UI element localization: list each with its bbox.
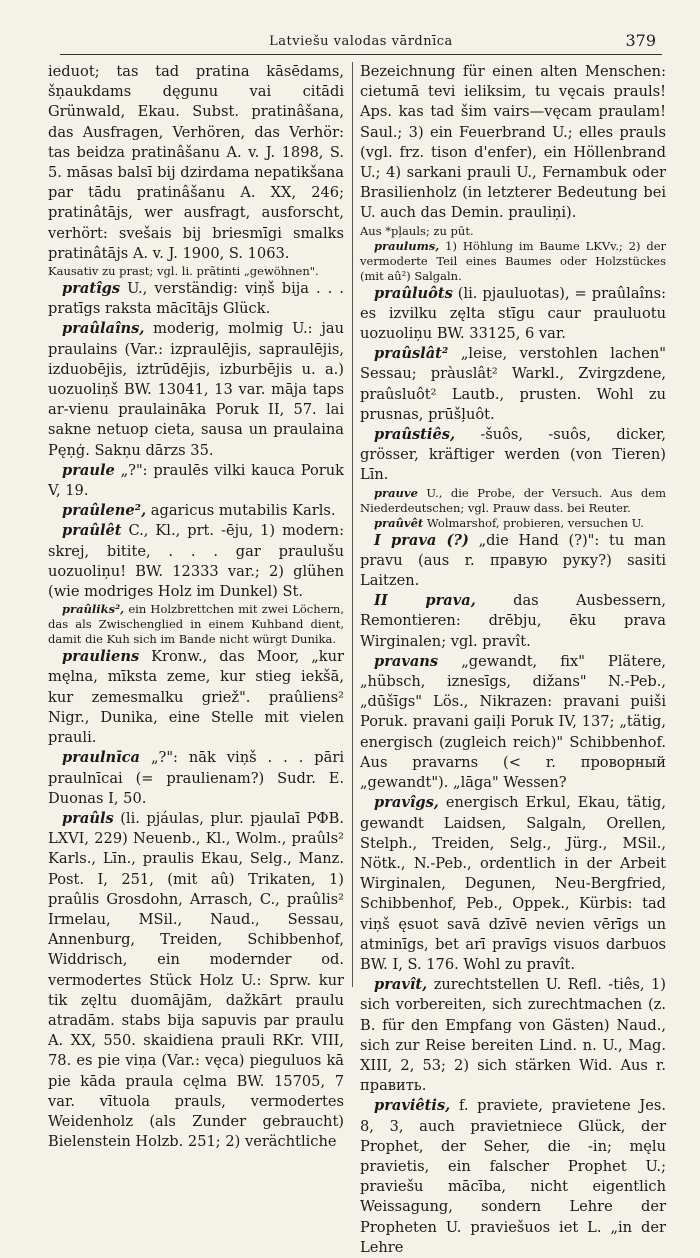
entry-body: „?": nāk viņš . . . pāri praulnīcai (= praulienam?) Sudr. E. Duonas I, 50.: [48, 749, 344, 807]
entry-body: f. praviete, pravietene Jes. 8, 3, auch pravietniece Glück, der Prophet, der Seher, die -in; męlu pravietis, ein falscher Prophet U.; praviešu mācība, nicht eigentlich Weissagung, sondern Lehre der Propheten U. praviešuos iet L. „in der Lehre: [360, 1097, 666, 1256]
entry-body: „gewandt, fix" Plätere, „hübsch, iznesīgs, dižans" N.-Peb., „dūšīgs" Lös., Nikrazen: pravani puiši Poruk. pravani gaiļi Poruk IV, 137; „tätig, energisch (zugleich reich)" Schibbenhof. Aus pravarns (< r. проворный „gewandt"). „lāga" Wessen?: [360, 652, 666, 792]
entry-body: „die Hand (?)": tu man pravu (aus r. правую руку?) sasiti Laitzen.: [360, 531, 666, 590]
entry-body: agaricus mutabilis Karls.: [146, 502, 336, 520]
headword: prauve: [374, 485, 418, 500]
headword: pravîgs,: [374, 794, 439, 812]
headword: praule: [62, 461, 115, 479]
headword: praulums,: [374, 238, 440, 253]
dictionary-entry: [48, 279, 344, 319]
page-header: [60, 30, 662, 55]
dictionary-entry: [360, 975, 666, 1096]
dictionary-entry: [360, 591, 666, 652]
entry-body: Kronw., das Moor, „kur męlna, mīksta zeme, kur stieg iekšā, kur zemesmalku griež". praûliens² Nigr., Dunika, eine Stelle mit vielen prauli.: [48, 648, 344, 747]
dictionary-entry: [48, 809, 344, 1152]
headword: pratîgs: [62, 280, 121, 298]
entry-body: „?": praulēs vilki kauca Poruk V, 19.: [48, 461, 344, 500]
dictionary-entry: [360, 1096, 666, 1258]
headword: praûlene²,: [62, 502, 147, 520]
etymology-note: Aus *pļauls; zu pūt.: [360, 223, 474, 238]
page-number: 379: [625, 31, 656, 50]
headword: pravît,: [374, 976, 428, 994]
headword: praulnīca: [62, 749, 140, 767]
headword: II prava,: [374, 592, 476, 610]
entry-body: energisch Erkul, Ekau, tätig, gewandt Laidsen, Salgaln, Orellen, Stelph., Treiden, Selg., Jürg., MSil., Nötk., N.-Peb., ordentlich in der Arbeit Wirginalen, Degunen, Neu-Bergfried, Schibbenhof, Peb., Oppek., Kürbis: tad viņš ęsuot savā dzīvē nevien vērīgs un atminīgs, bet arī pravīgs visuos darbuos BW. I, S. 176. Wohl zu pravît.: [360, 794, 666, 973]
entry-body: U., die Probe, der Versuch. Aus dem Niederdeutschen; vgl. Prauw dass. bei Reuter.: [360, 485, 666, 515]
entry-body: C., Kl., prt. -ēju, 1) modern: skrej, bitite, . . . gar praulušu uozuoliņu! BW. 12333 var.; 2) glühen (wie modriges Holz im Dunkel) St.: [48, 522, 344, 601]
headword: praûlaîns,: [62, 320, 145, 338]
headword: praûvêt: [374, 515, 424, 530]
entry-body: (li. pjauluotas), = praûlaîns: es izvilku zęlta stīgu caur prauluotu uozuoliņu BW. 33125, 6 var.: [360, 284, 666, 343]
dictionary-entry: [360, 486, 666, 516]
headword: praûliks²,: [62, 602, 125, 617]
right-column: [360, 62, 666, 1258]
etymology-note: Kausativ zu prast; vgl. li. prãtinti „gewöhnen".: [48, 264, 319, 279]
entry-continuation: ieduot; tas tad pratina kāsēdams, šņaukdams dęgunu vai citādi Grünwald, Ekau. Subst. pratinâšana, das Ausfragen, Verhören, das Verhör: tas beidza pratinâšanu A. v. J. 1898, S. 5. māsas balsī bij dzirdama nepatikšana par tādu pratinâšanu A. XX, 246; pratinâtājs, wer ausfragt, ausforscht, verhört: svešais bij briesmīgi smalks pratinâtājs A. v. J. 1900, S. 1063.: [48, 63, 344, 262]
entry-continuation: Bezeichnung für einen alten Menschen: cietumā tevi ieliksim, tu vęcais prauls! Aps. kas tad šim vairs—vęcam praulam! Saul.; 3) ein Feuerbrand U.; elles prauls (vgl. frz. tison d'enfer), ein Höllenbrand U.; 4) sarkani prauli U., Fernambuk oder Brasilienholz (in letzterer Bedeutung bei U. auch das Demin. prauliņi).: [360, 63, 666, 222]
headword: praûls: [62, 809, 114, 827]
running-title: Latviešu valodas vārdnīca: [269, 34, 453, 49]
entry-body: -šuôs, -suôs, dicker, grösser, kräftiger werden (von Tieren) Līn.: [360, 426, 666, 484]
headword: praûslât²: [374, 345, 449, 363]
dictionary-entry: [360, 531, 666, 592]
headword: praviêtis,: [374, 1097, 451, 1115]
column-divider: [352, 62, 353, 987]
headword: prauliens: [62, 648, 140, 666]
entry-body: Wolmarshof, probieren, versuchen U.: [423, 515, 644, 530]
dictionary-entry: [360, 652, 666, 793]
left-column: [48, 62, 344, 1152]
dictionary-entry: [48, 748, 344, 809]
dictionary-entry: [360, 516, 666, 531]
entry-body: zurechtstellen U. Refl. -tiês, 1) sich vorbereiten, sich zurechtmachen (z. B. für den Empfang von Gästen) Naud., sich zur Reise bereiten Lind. n. U., Mag. XIII, 2, 53; 2) sich stärken Wid. Aus r. править.: [360, 976, 666, 1095]
entry-body: das Ausbessern, Remontieren: drēbju, ēku prava Wirginalen; vgl. pravît.: [360, 592, 666, 650]
entry-body: 1) Höhlung im Baume LKVv.; 2) der vermoderte Teil eines Baumes oder Holzstückes (mit aû²) Salgaln.: [360, 238, 666, 283]
dictionary-entry: [48, 501, 344, 521]
dictionary-entry: [48, 647, 344, 748]
entry-body: ein Holzbrettchen mit zwei Löchern, das als Zwischenglied in einem Kuhband dient, damit die Kuh sich im Bande nicht würgt Dunika.: [48, 602, 344, 647]
dictionary-entry: [360, 793, 666, 975]
dictionary-entry: [360, 284, 666, 345]
entry-body: moderig, molmig U.: jau praulains (Var.: izpraulējis, sapraulējis, izduobējis, iztrūdējis, izburbējis u. a.) uozuoliņš BW. 13041, 13 var. māja taps ar-vienu praulaināka Poruk II, 57. lai sakne netuop cieta, sausa un praulaina Pęņģ. Sakņu dārzs 35.: [48, 320, 344, 459]
headword: praûluôts: [374, 284, 453, 302]
headword: praûlêt: [62, 522, 122, 540]
entry-body: „leise, verstohlen lachen" Sessau; pràuslât² Warkl., Zvirgzdene, praûsluôt² Lautb., prusten. Wohl zu prusnas, prūšļuôt.: [360, 345, 666, 423]
headword: pravans: [374, 652, 439, 670]
dictionary-entry: [360, 344, 666, 425]
headword: I prava (?): [374, 531, 469, 549]
dictionary-entry: [48, 521, 344, 602]
dictionary-entry: [360, 425, 666, 486]
dictionary-entry: [48, 319, 344, 460]
dictionary-entry: [360, 239, 666, 284]
headword: praûstiês,: [374, 426, 456, 444]
entry-body: U., verständig: viņš bija . . . pratīgs raksta mācītājs Glück.: [48, 280, 344, 318]
entry-body: (li. pjáulas, plur. pjaulaī PФB. LXVI, 229) Neuenb., Kl., Wolm., praûls² Karls., Līn., praulis Ekau, Selg., Manz. Post. I, 251, (mit aû) Trikaten, 1) praûlis Grosdohn, Arrasch, C., praûlis² Irmelau, MSil., Naud., Sessau, Annenburg, Treiden, Schibbenhof, Widdrisch, ein modernder od. vermodertes Stück Holz U.: Sprw. kur tik zęltu duomājām, dažkārt praulu atradām. stabs bija sapuvis par praulu A. XX, 550. skaidiena prauli RKr. VIII, 78. es pie viņa (Var.: vęca) pieguluos kā pie kāda praula cęlma BW. 15705, 7 var. vītuola prauls, vermodertes Weidenholz (als Zunder gebraucht) Bielenstein Holzb. 251; 2) verächtliche: [48, 809, 344, 1151]
dictionary-entry: [48, 602, 344, 647]
dictionary-entry: [48, 461, 344, 501]
